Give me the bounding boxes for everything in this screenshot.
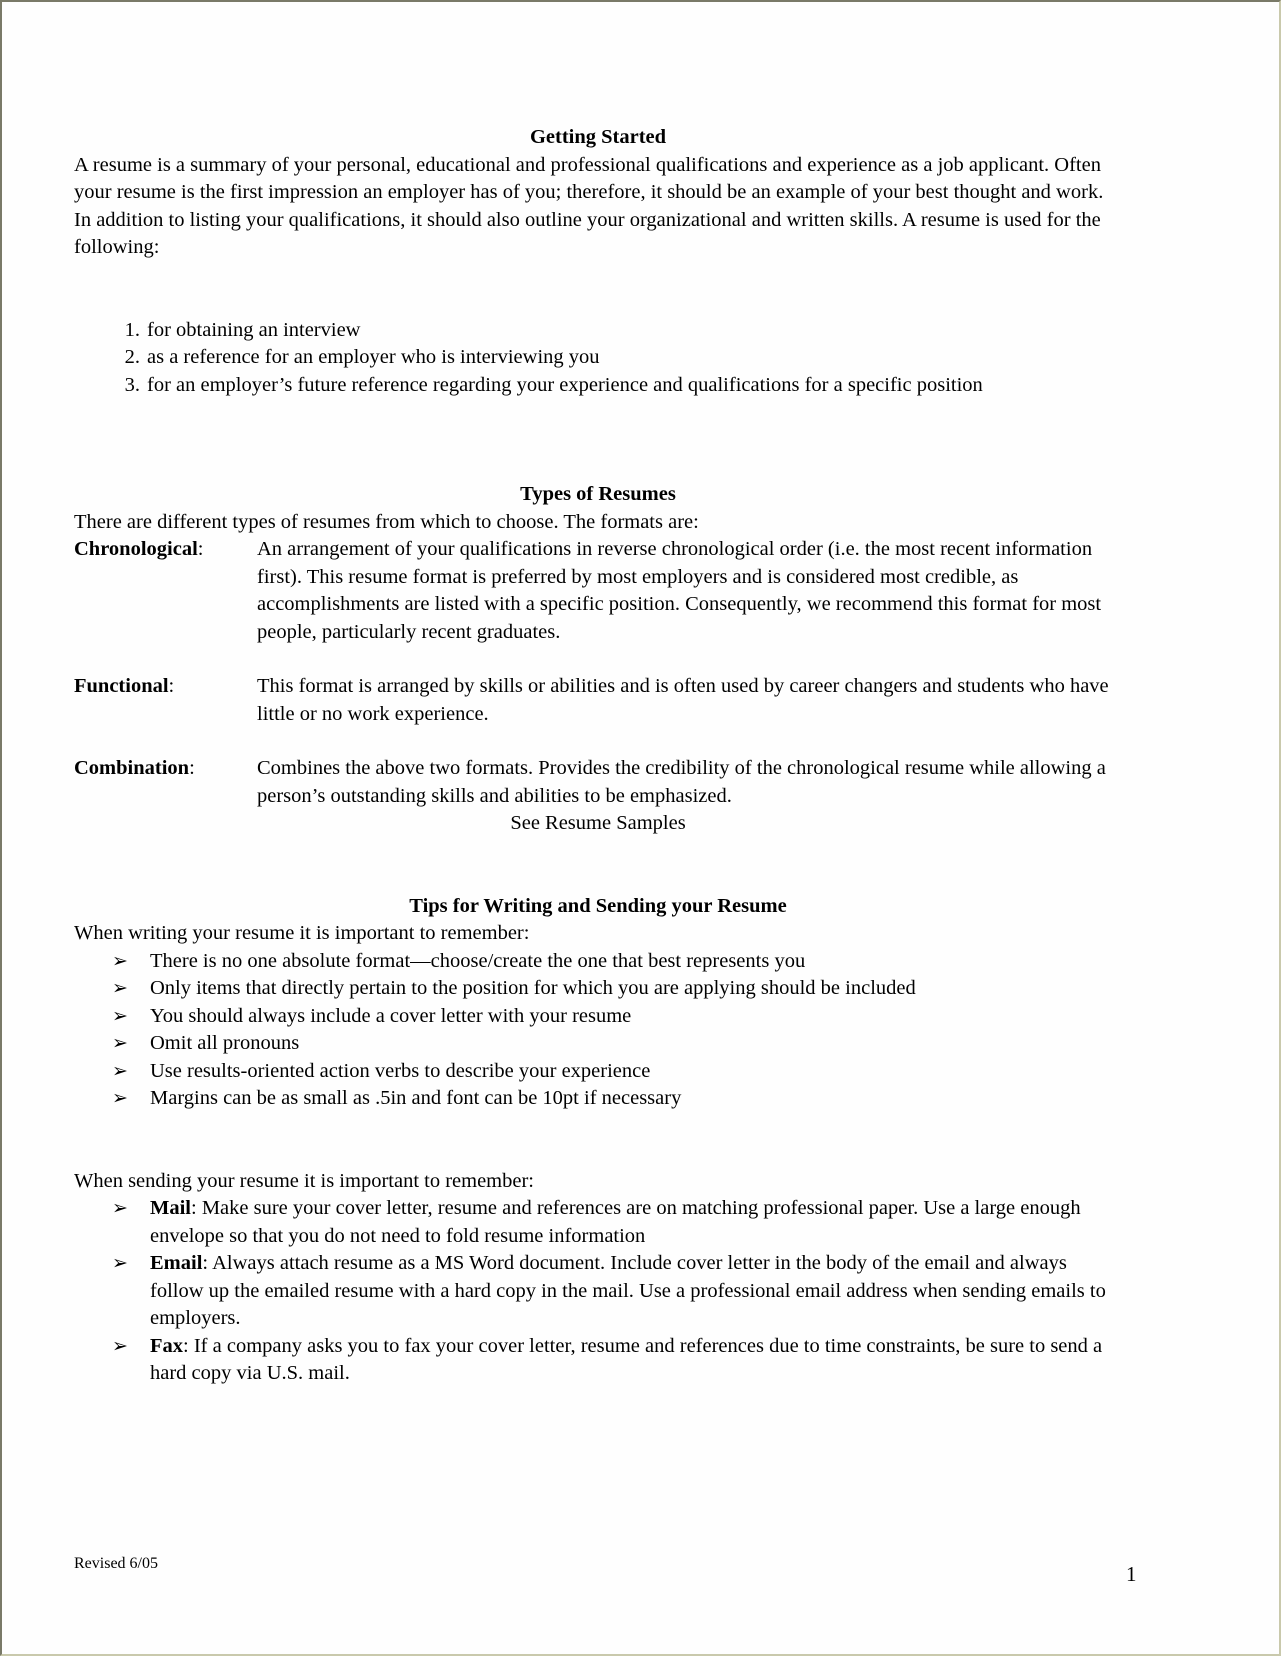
list-item-label: You should always include a cover letter with your resume — [150, 1004, 632, 1027]
list-item-label: Use results-oriented action verbs to describe your experience — [150, 1059, 651, 1082]
list-item-lead-colon: : — [191, 1197, 197, 1219]
list-item — [74, 975, 1122, 1003]
spacer — [74, 838, 1122, 893]
list-item — [74, 1250, 1122, 1333]
format-term — [74, 755, 195, 783]
spacer — [74, 262, 1122, 317]
list-item — [74, 1003, 1122, 1031]
list-item — [74, 372, 1122, 400]
arrow-bullet-icon: ➢ — [112, 1198, 128, 1219]
footer-page-number: 1 — [1126, 1562, 1137, 1586]
format-chronological — [74, 536, 1122, 646]
list-item-label: Omit all pronouns — [150, 1032, 300, 1054]
list-item-label: Margins can be as small as .5in and font can be 10pt if necessary — [150, 1087, 682, 1109]
list-item-label: Make sure your cover letter, resume and references are on matching professional paper. Use a large enough envelope so that you do not need to fold resume information — [150, 1197, 1081, 1247]
format-description: An arrangement of your qualifications in reverse chronological order (i.e. the most recent information first). This resume format is preferred by most employers and is considered most credible, as accomplishments are listed with a specific position. Consequently, we recommend this format for most people, particularly recent graduates. — [257, 538, 1102, 643]
arrow-bullet-icon: ➢ — [112, 1253, 128, 1274]
page-surface — [2, 2, 1279, 1654]
list-item-label: If a company asks you to fax your cover letter, resume and references due to time constraints, be sure to send a hard copy via U.S. mail. — [150, 1334, 1103, 1384]
document-body — [74, 124, 1122, 1388]
format-term-colon: : — [189, 757, 195, 779]
list-item-number: 2. — [124, 346, 140, 368]
format-term-colon: : — [168, 675, 175, 697]
list-item — [74, 1195, 1122, 1250]
format-term-label: Combination — [74, 757, 190, 779]
list-item-label: as a reference for an employer who is interviewing you — [147, 346, 600, 368]
list-item-lead-colon: : — [202, 1252, 209, 1274]
see-resume-samples-line: See Resume Samples — [510, 812, 686, 834]
list-item-label: Only items that directly pertain to the position for which you are applying should be included — [150, 977, 916, 999]
arrow-bullet-icon: ➢ — [112, 950, 128, 972]
resume-uses-list — [74, 317, 1122, 400]
format-term — [74, 536, 203, 564]
tips-writing-intro: When writing your resume it is important to remember: — [74, 922, 530, 944]
spacer — [74, 1113, 1122, 1168]
spacer — [74, 399, 1122, 454]
spacer — [74, 454, 1122, 481]
list-item — [74, 344, 1122, 372]
tips-sending-intro: When sending your resume it is important to remember: — [74, 1169, 534, 1192]
list-item — [74, 317, 1122, 345]
spacer — [74, 728, 1122, 755]
arrow-bullet-icon: ➢ — [112, 1088, 128, 1109]
list-item-lead-label: Fax — [150, 1334, 184, 1357]
heading-tips-for-writing: Tips for Writing and Sending your Resume — [409, 894, 787, 917]
format-term-label: Functional — [74, 675, 169, 697]
list-item-label: for an employer’s future reference regarding your experience and qualifications for a specific position — [147, 373, 983, 396]
spacer — [74, 646, 1122, 673]
list-item-lead-colon: : — [183, 1334, 189, 1357]
footer-revised-date: Revised 6/05 — [74, 1555, 158, 1572]
format-term-label: Chronological — [74, 538, 198, 560]
list-item — [74, 1085, 1122, 1113]
heading-getting-started: Getting Started — [529, 126, 667, 148]
list-item — [74, 948, 1122, 976]
format-term-colon: : — [197, 538, 204, 560]
format-description: This format is arranged by skills or abilities and is often used by career changers and students who have little or no work experience. — [257, 675, 1109, 725]
arrow-bullet-icon: ➢ — [112, 1060, 128, 1082]
list-item-number: 1. — [124, 318, 140, 341]
arrow-bullet-icon: ➢ — [112, 1005, 128, 1027]
getting-started-intro-paragraph: A resume is a summary of your personal, educational and professional qualifications and experience as a job applicant. Often your resume is the first impression an employer has of you; therefore, it should be an example of your best thought and work. In addition to listing your qualifications, it should also outline your organizational and written skills. A resume is used for the following: — [74, 153, 1104, 258]
list-item-label: Always attach resume as a MS Word document. Include cover letter in the body of the email and always follow up the emailed resume with a hard copy in the mail. Use a professional email address when sending emails to employers. — [150, 1252, 1106, 1329]
arrow-bullet-icon: ➢ — [112, 1033, 128, 1054]
types-of-resumes-intro: There are different types of resumes from which to choose. The formats are: — [74, 510, 699, 533]
list-item-label: for obtaining an interview — [147, 318, 361, 341]
list-item — [74, 1030, 1122, 1058]
arrow-bullet-icon: ➢ — [112, 978, 128, 999]
format-functional — [74, 673, 1122, 728]
format-combination — [74, 755, 1122, 810]
list-item-lead-label: Mail — [150, 1197, 191, 1219]
list-item — [74, 1333, 1122, 1388]
heading-types-of-resumes: Types of Resumes — [520, 483, 676, 505]
format-term — [74, 673, 174, 701]
writing-tips-list — [74, 948, 1122, 1113]
list-item-number: 3. — [124, 373, 140, 396]
list-item — [74, 1058, 1122, 1086]
format-description: Combines the above two formats. Provides the credibility of the chronological resume while allowing a person’s outstanding skills and abilities to be emphasized. — [257, 757, 1106, 807]
sending-tips-list — [74, 1195, 1122, 1388]
arrow-bullet-icon: ➢ — [112, 1335, 128, 1357]
list-item-label: There is no one absolute format—choose/create the one that best represents you — [150, 949, 806, 972]
list-item-lead-label: Email — [150, 1252, 203, 1274]
